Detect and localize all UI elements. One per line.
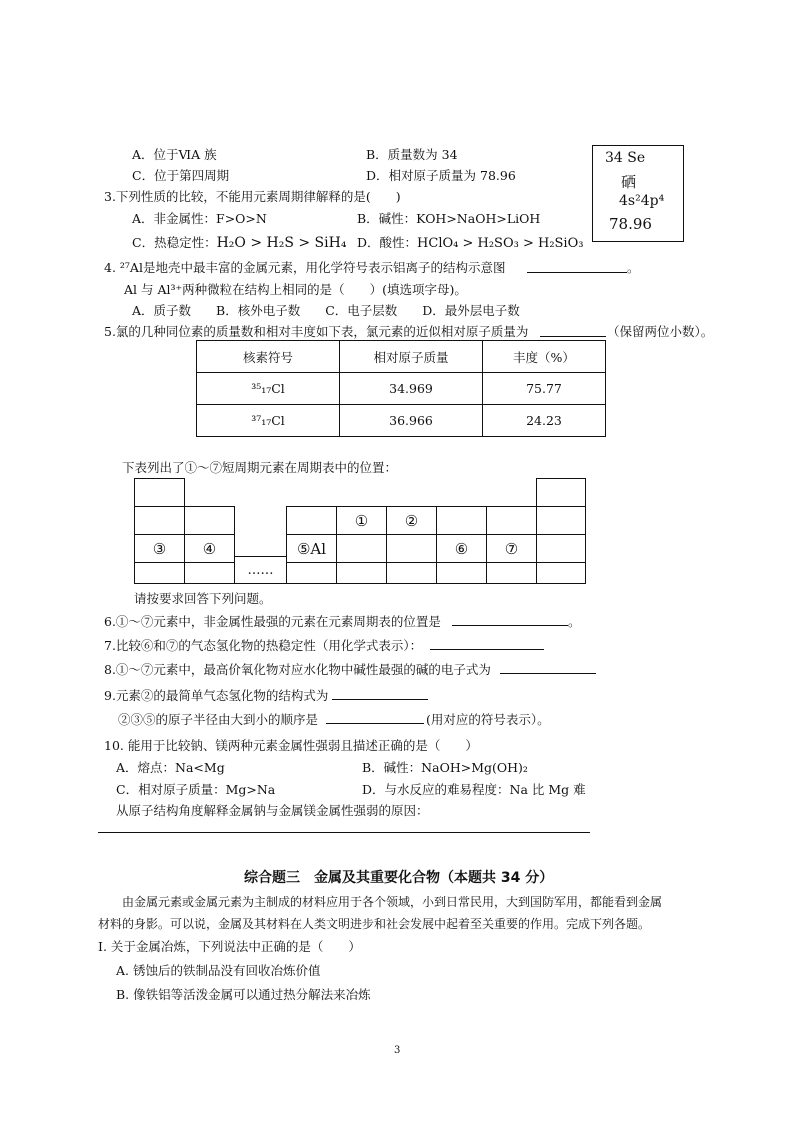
q3-option-c-formula: H₂O > H₂S > SiH₄ [216,235,347,251]
q6-stem: 6.①～⑦元素中，非金属性最强的元素在元素周期表的位置是 [104,614,441,629]
q3-option-d-formula: HClO₄ > H₂SO₃ > H₂SiO₃ [417,236,584,251]
q8-stem: 8.①～⑦元素中，最高价氧化物对应水化物中碱性最强的碱的电子式为 [104,662,491,677]
q5-stem-end: （保留两位小数）。 [607,324,714,339]
pt-cell-empty [386,562,437,584]
periodic-intro: 下表列出了①～⑦短周期元素在周期表中的位置： [122,460,398,475]
section3-q1-option-a: A. 锈蚀后的铁制品没有回收冶炼价值 [116,963,321,978]
element-name: 硒 [621,173,637,191]
q2-option-c: C．位于第四周期 [132,168,230,183]
pt-cell-empty [286,506,337,535]
q9-answer-line[interactable] [332,699,428,700]
table-header: 相对原子质量 [340,341,483,373]
table-cell-abundance: 75.77 [483,373,606,405]
pt-cell-empty [536,506,586,535]
q3-option-c [132,233,346,251]
pt-cell-7: ⑦ [486,534,537,563]
q10-stem: 10. 能用于比较钠、镁两种元素金属性强弱且描述正确的是（ ） [104,738,478,753]
q10-option-d: D．与水反应的难易程度：Na 比 Mg 难 [362,782,586,797]
table-row [197,405,606,437]
pt-cell-empty [486,562,537,584]
table-row [197,373,606,405]
q4-stem: 4. ²⁷Al是地壳中最丰富的金属元素，用化学符号表示铝离子的结构示意图 [104,260,506,275]
q3-option-c-prefix: C．热稳定性： [132,235,217,250]
table-cell-symbol: ³⁵₁₇Cl [197,373,340,405]
q2-option-d: D．相对原子质量为 78.96 [366,168,516,183]
pt-cell-1: ① [336,506,387,535]
table-cell-abundance: 24.23 [483,405,606,437]
q3-option-a: A．非金属性：F>O>N [132,211,267,226]
pt-cell-empty [134,506,185,535]
table-header: 核素符号 [197,341,340,373]
pt-cell-empty [286,562,337,584]
q4-options: A．质子数 B．核外电子数 C．电子层数 D．最外层电子数 [132,303,520,318]
element-number-symbol: 34 Se [605,150,646,166]
pt-cell-empty [436,506,487,535]
pt-cell-empty [536,562,586,584]
table-cell-mass: 34.969 [340,373,483,405]
q9-line2: ②③⑤的原子半径由大到小的顺序是 [118,712,319,727]
table-header: 丰度（%） [483,341,606,373]
q2-option-a: A．位于ⅥA 族 [132,147,217,162]
pt-cell-dots: …… [234,556,287,584]
pt-cell-5: ⑤Al [286,534,337,563]
element-config: 4s²4p⁴ [619,193,665,209]
pt-cell-3: ③ [134,534,185,563]
q10-explain: 从原子结构角度解释金属钠与金属镁金属性强弱的原因： [116,803,429,818]
section3-intro-1: 由金属元素或金属元素为主制成的材料应用于各个领域，小到日常民用，大到国防军用，都能看到金属 [122,895,663,909]
page-number: 3 [394,1045,401,1056]
section3-title: 综合题三 金属及其重要化合物（本题共 34 分） [244,870,554,886]
q10-option-c: C．相对原子质量：Mg>Na [116,782,276,797]
isotope-table [196,340,606,437]
q3-option-d [357,233,583,251]
pt-cell-empty [184,506,235,535]
pt-cell-empty [336,534,387,563]
q5-stem: 5.氯的几种同位素的质量数和相对丰度如下表，氯元素的近似相对原子质量为 [104,324,529,339]
pt-cell-empty [536,478,586,507]
q4-answer-line[interactable] [527,272,627,273]
q9-stem: 9.元素②的最简单气态氢化物的结构式为 [104,688,329,703]
pt-cell-empty [436,562,487,584]
q10-answer-line[interactable] [98,832,590,833]
q3-option-b: B．碱性：KOH>NaOH>LiOH [357,211,541,226]
section3-q1: I. 关于金属冶炼，下列说法中正确的是（ ） [98,939,361,954]
pt-cell-empty [134,478,185,507]
q8-answer-line[interactable] [500,673,596,674]
pt-cell-4: ④ [184,534,235,563]
pt-cell-empty [134,562,185,584]
element-mass: 78.96 [609,215,652,233]
q3-stem: 3.下列性质的比较，不能用元素周期律解释的是( ) [104,189,401,204]
pt-cell-empty [386,534,437,563]
table-header-row [197,341,606,373]
q7-answer-line[interactable] [430,649,544,650]
pt-cell-6: ⑥ [436,534,487,563]
q6-answer-line[interactable] [452,625,568,626]
q6-stem-end: 。 [568,614,581,629]
q10-option-a: A．熔点：Na<Mg [116,760,225,775]
q9-line2-end: (用对应的符号表示）。 [426,712,550,727]
pt-cell-empty [486,506,537,535]
q4-stem-end: 。 [627,260,640,275]
table-cell-symbol: ³⁷₁₇Cl [197,405,340,437]
q2-option-b: B．质量数为 34 [366,147,458,162]
q3-option-d-prefix: D．酸性： [357,235,418,250]
table-cell-mass: 36.966 [340,405,483,437]
periodic-after: 请按要求回答下列问题。 [134,591,272,606]
section3-intro-2: 材料的身影。可以说，金属及其材料在人类文明进步和社会发展中起着至关重要的作用。完成下列各题。 [98,917,651,931]
pt-cell-empty [336,562,387,584]
q10-option-b: B．碱性：NaOH>Mg(OH)₂ [362,760,528,775]
pt-cell-2: ② [386,506,437,535]
q4-line2: Al 与 Al³⁺两种微粒在结构上相同的是（ ）(填选项字母)。 [124,282,467,297]
q9-answer-line-2[interactable] [326,723,424,724]
pt-cell-empty [536,534,586,563]
section3-q1-option-b: B. 像铁铝等活泼金属可以通过热分解法来冶炼 [116,987,371,1002]
q5-answer-line[interactable] [540,336,606,337]
pt-cell-empty [184,562,235,584]
q7-stem: 7.比较⑥和⑦的气态氢化物的热稳定性（用化学式表示）： [104,638,423,653]
selenium-element-box [592,145,684,242]
